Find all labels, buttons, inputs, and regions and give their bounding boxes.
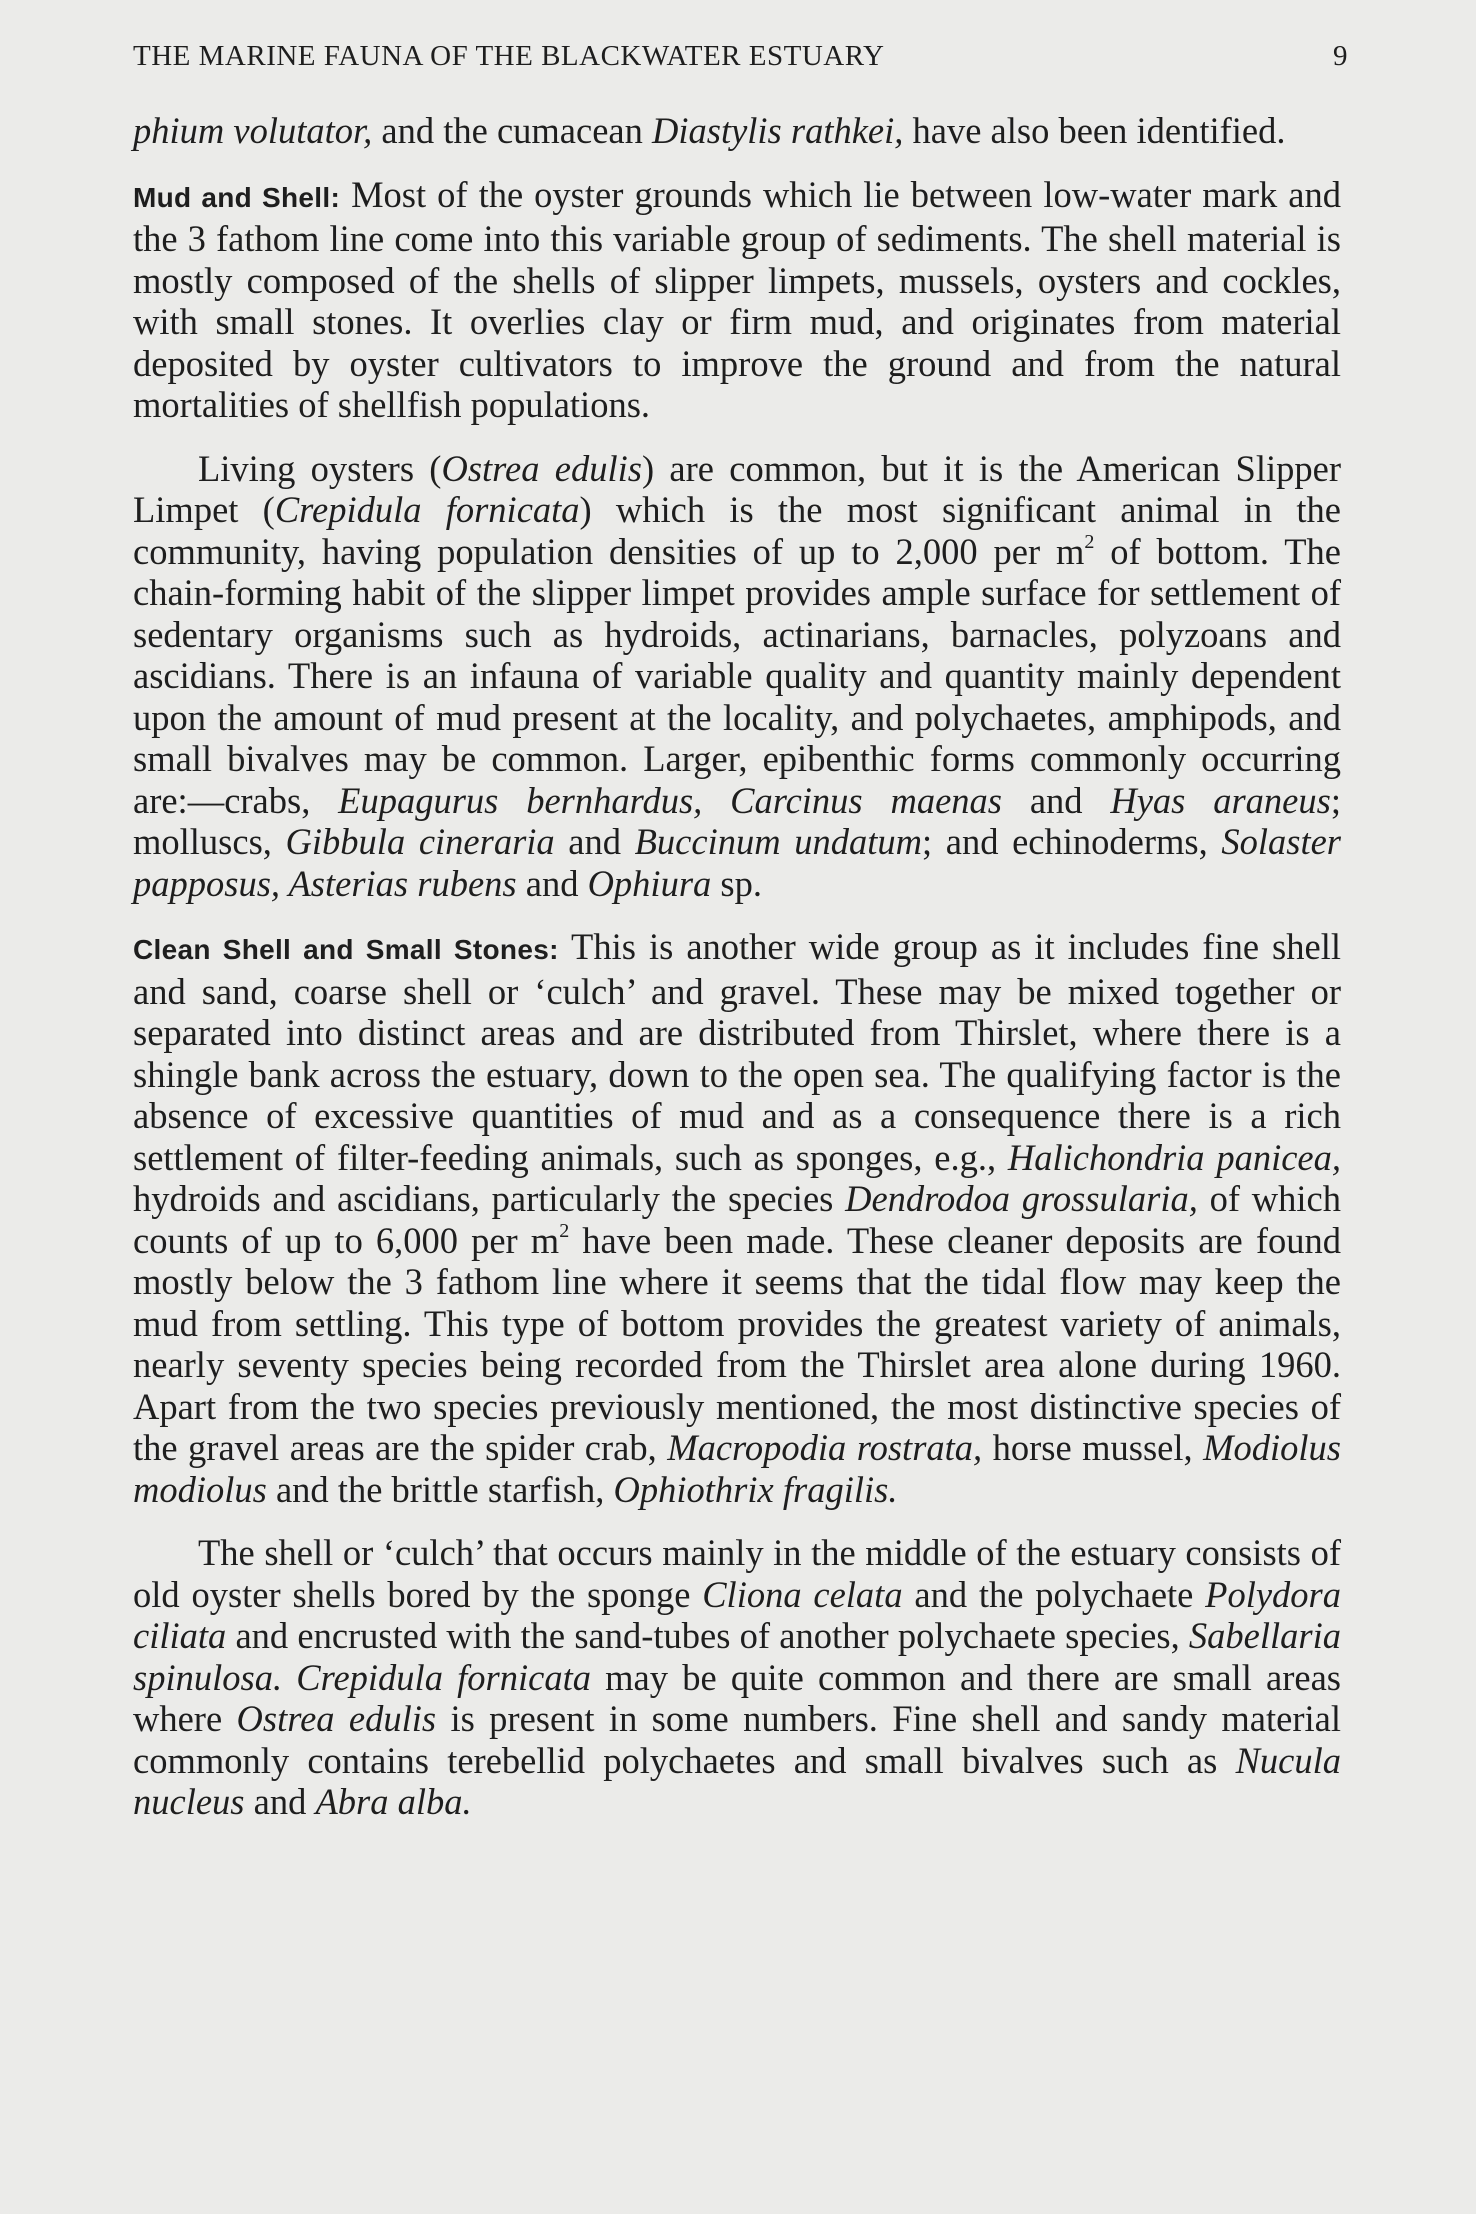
section-heading: Mud and Shell: bbox=[133, 181, 341, 213]
paragraph-living-oysters bbox=[133, 448, 1341, 905]
text-run: and the polychaete bbox=[902, 1573, 1206, 1615]
species-name: Gibbula cineraria bbox=[285, 821, 555, 862]
species-name: Diastylis rathkei, bbox=[651, 110, 904, 151]
paragraph-clean-shell bbox=[133, 926, 1341, 1510]
superscript: 2 bbox=[1084, 531, 1095, 554]
text-run: and the cumacean bbox=[372, 110, 652, 151]
paragraph-continuation bbox=[133, 110, 1341, 152]
superscript: 2 bbox=[559, 1220, 570, 1243]
text-run: ) which is the most significant animal in the community, having population densities of up to 2,000 per m bbox=[133, 489, 1341, 572]
text-run: ) are common, but it is the American Slipper Limpet ( bbox=[133, 447, 1341, 530]
species-name: Abra alba. bbox=[315, 1781, 472, 1822]
text-run: ; and echinoderms, bbox=[921, 821, 1222, 862]
species-name: Ostrea edulis bbox=[236, 1698, 437, 1739]
species-name: Sabellaria spinulosa. Crepidula fornicata bbox=[133, 1615, 1341, 1698]
text-run: have been made. These cleaner deposits are found mostly below the 3 fathom line where it seems that the tidal flow may keep the mud from settling. This type of bottom provides the greatest variety of animals, nearly seventy species being recorded from the Thirslet area alone during 1960. Apart from the two species previously mentioned, the most distinctive species of the gravel areas are the spider crab, bbox=[133, 1219, 1341, 1468]
text-run: and bbox=[1001, 779, 1111, 821]
paragraph-mud-and-shell bbox=[133, 174, 1341, 426]
paragraph-culch bbox=[133, 1532, 1341, 1823]
species-name: Crepidula fornicata bbox=[274, 489, 580, 530]
text-run: sp. bbox=[711, 862, 763, 904]
text-run: of which counts of up to 6,000 per m bbox=[133, 1178, 1341, 1261]
text-run: and bbox=[554, 821, 635, 862]
species-name: Solaster papposus, Asterias rubens bbox=[133, 821, 1341, 904]
text-run: horse mussel, bbox=[982, 1427, 1204, 1468]
text-run: have also been identified. bbox=[903, 110, 1286, 151]
species-name: Dendrodoa grossularia, bbox=[845, 1178, 1198, 1219]
text-run: is present in some numbers. Fine shell and sandy material commonly contains terebellid polychaetes and small bivalves such as bbox=[133, 1698, 1341, 1781]
text-run: This is another wide group as it includes fine shell and sand, coarse shell or ‘culch’ and gravel. These may be mixed together or separated into distinct areas and are distributed from Thirslet, where there is a shingle bank across the estuary, down to the open sea. The qualifying factor is the absence of excessive quantities of mud and as a consequence there is a rich settlement of filter-feeding animals, such as sponges, e.g., bbox=[133, 926, 1341, 1178]
species-name: Nucula nucleus bbox=[133, 1739, 1341, 1822]
section-heading: Clean Shell and Small Stones: bbox=[133, 934, 559, 965]
species-name: Ophiura bbox=[587, 862, 712, 904]
species-name: Hyas araneus bbox=[1110, 779, 1331, 821]
running-title: THE MARINE FAUNA OF THE BLACKWATER ESTUARY bbox=[133, 40, 885, 72]
text-run: Living oysters ( bbox=[198, 447, 442, 489]
body-text bbox=[133, 110, 1341, 1823]
species-name: Macropodia rostrata, bbox=[667, 1427, 983, 1468]
species-name: Modiolus modiolus bbox=[133, 1427, 1342, 1510]
species-name: Eupagurus bernhardus, Carcinus maenas bbox=[338, 779, 1002, 821]
species-name: Ostrea edulis bbox=[441, 447, 642, 489]
text-run: may be quite common and there are small areas where bbox=[133, 1656, 1341, 1739]
text-run: The shell or ‘culch’ that occurs mainly in the middle of the estuary consists of old oyster shells bored by the sponge bbox=[133, 1532, 1341, 1615]
text-run: and encrusted with the sand-tubes of another polychaete species, bbox=[226, 1615, 1189, 1656]
species-name: phium volutator, bbox=[133, 110, 373, 151]
text-run: ; molluscs, bbox=[133, 779, 1341, 862]
species-name: Buccinum undatum bbox=[634, 821, 922, 862]
species-name: Polydora ciliata bbox=[133, 1573, 1342, 1656]
text-run: and the brittle starfish, bbox=[266, 1468, 614, 1510]
species-name: Halichondria panicea, bbox=[1007, 1136, 1341, 1178]
species-name: Ophiothrix fragilis. bbox=[613, 1468, 898, 1510]
text-run: Most of the oyster grounds which lie between low-water mark and the 3 fathom line come into this variable group of sediments. The shell material is mostly composed of the shells of slipper limpets, mussels, oysters and cockles, with small stones. It overlies clay or firm mud, and originates from material deposited by oyster cultivators to improve the ground and from the natural mortalities of shellfish populations. bbox=[133, 173, 1341, 425]
text-run: and bbox=[516, 862, 588, 904]
text-run: hydroids and ascidians, particularly the species bbox=[133, 1178, 846, 1219]
species-name: Cliona celata bbox=[702, 1573, 903, 1615]
text-run: of bottom. The chain-forming habit of the slipper limpet provides ample surface for settlement of sedentary organisms such as hydroids, actinarians, barnacles, polyzoans and ascidians. There is an infauna of variable quality and quantity mainly dependent upon the amount of mud present at the locality, and polychaetes, amphipods, and small bivalves may be common. Larger, epibenthic forms commonly occurring are:—crabs, bbox=[133, 530, 1341, 821]
page-number: 9 bbox=[1333, 40, 1348, 72]
text-run: and bbox=[244, 1781, 316, 1822]
running-header bbox=[133, 40, 1348, 73]
